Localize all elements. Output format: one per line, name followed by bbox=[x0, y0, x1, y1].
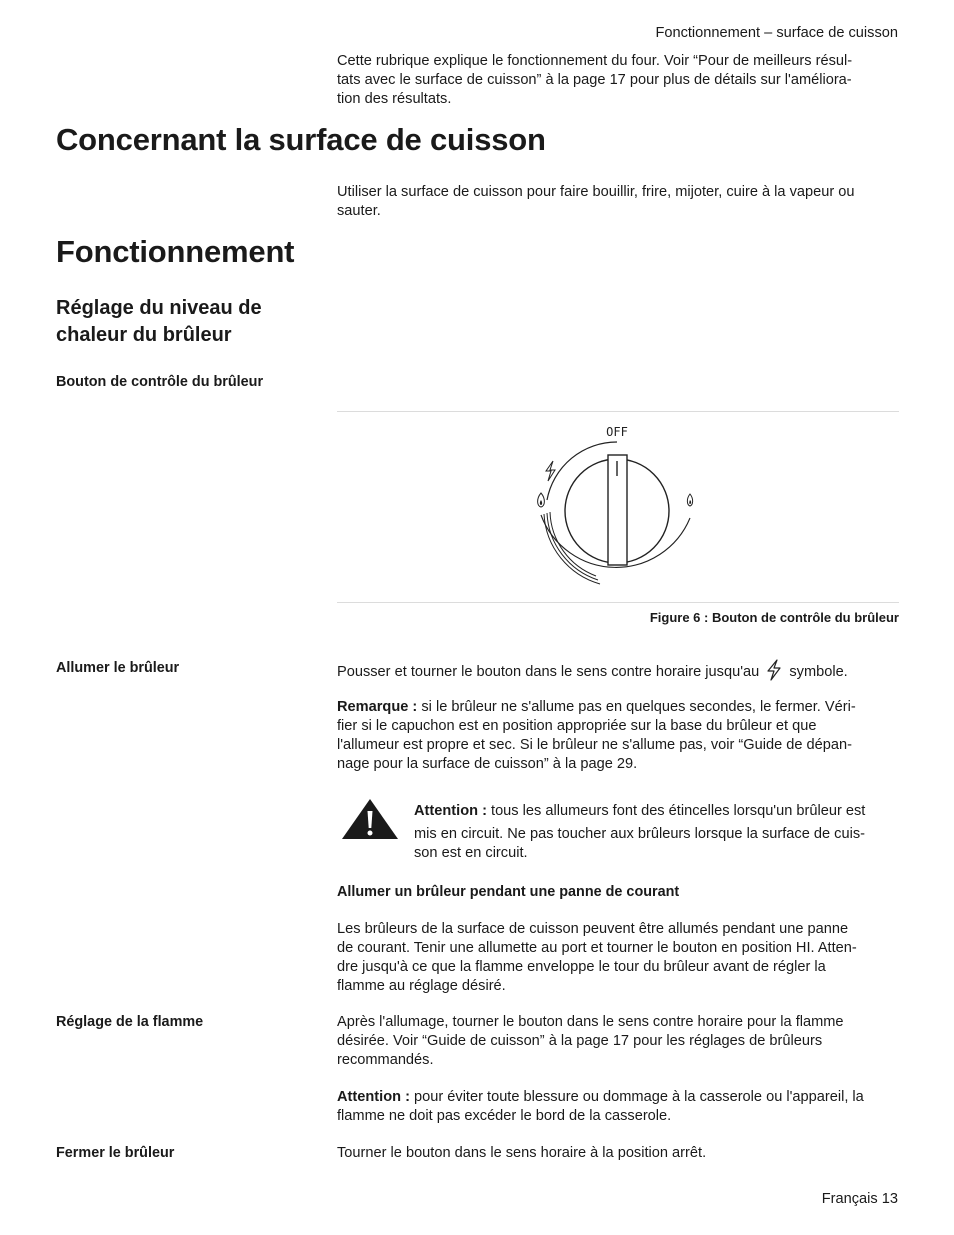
flamme-paragraph bbox=[337, 1013, 899, 1070]
remarque-paragraph bbox=[337, 698, 899, 774]
attention-line: Attention : tous les allumeurs font des étincelles lorsqu'un brûleur est bbox=[414, 803, 866, 819]
intro-line: tats avec le surface de cuisson” à la page 17 pour plus de détails sur l'améliora- bbox=[337, 72, 852, 88]
flamme-attention-paragraph bbox=[337, 1088, 899, 1126]
allumer-instruction bbox=[337, 659, 899, 682]
remarque-label: Remarque : bbox=[337, 699, 418, 715]
fermer-text: Tourner le bouton dans le sens horaire à la position arrêt. bbox=[337, 1145, 707, 1161]
flamme-line: désirée. Voir “Guide de cuisson” à la page 17 pour les réglages de brûleurs bbox=[337, 1033, 823, 1049]
flamme-line: Après l'allumage, tourner le bouton dans le sens contre horaire pour la flamme bbox=[337, 1014, 844, 1030]
subsection-title-line: Réglage du niveau de bbox=[56, 297, 262, 319]
subsection-title-line: chaleur du brûleur bbox=[56, 324, 232, 346]
figure-caption: Figure 6 : Bouton de contrôle du brûleur bbox=[649, 610, 899, 625]
knob-off-label: OFF bbox=[606, 425, 628, 439]
flamme-attention-line: flamme ne doit pas excéder le bord de la casserole. bbox=[337, 1108, 672, 1124]
lightning-bolt-icon bbox=[546, 461, 555, 481]
flamme-attention-line: Attention : pour éviter toute blessure ou dommage à la casserole ou l'appareil, la bbox=[337, 1089, 864, 1105]
intro-line: Cette rubrique explique le fonctionnement du four. Voir “Pour de meilleurs résul- bbox=[337, 53, 853, 69]
label-bouton-controle: Bouton de contrôle du brûleur bbox=[56, 374, 264, 390]
body-line: Utiliser la surface de cuisson pour faire bouillir, frire, mijoter, cuire à la vapeur ou bbox=[337, 184, 855, 200]
intro-line: tion des résultats. bbox=[337, 91, 452, 107]
attention-label: Attention : bbox=[414, 803, 487, 819]
flamme-line: recommandés. bbox=[337, 1052, 434, 1068]
burner-knob-figure bbox=[520, 418, 710, 600]
section1-body bbox=[337, 183, 899, 221]
section-title-fonctionnement: Fonctionnement bbox=[56, 234, 295, 269]
panne-paragraph bbox=[337, 920, 899, 996]
page-number: Français 13 bbox=[821, 1191, 898, 1207]
panne-line: flamme au réglage désiré. bbox=[337, 978, 506, 994]
attention-line: mis en circuit. Ne pas toucher aux brûleurs lorsque la surface de cuis- bbox=[414, 826, 865, 842]
figure-top-rule bbox=[337, 411, 899, 412]
remarque-line: Remarque : si le brûleur ne s'allume pas en quelques secondes, le fermer. Véri- bbox=[337, 699, 856, 715]
allumer-text-after: symbole. bbox=[789, 664, 848, 680]
attention-line: son est en circuit. bbox=[414, 845, 528, 861]
lightning-bolt-icon bbox=[765, 659, 783, 681]
label-reglage-flamme: Réglage de la flamme bbox=[56, 1014, 204, 1030]
panne-line: de courant. Tenir une allumette au port et tourner le bouton en position HI. Atten- bbox=[337, 940, 857, 956]
body-line: sauter. bbox=[337, 203, 381, 219]
section-title-surface: Concernant la surface de cuisson bbox=[56, 122, 546, 157]
running-header: Fonctionnement – surface de cuisson bbox=[655, 25, 898, 41]
intro-paragraph bbox=[337, 52, 899, 109]
flame-inner-icon bbox=[540, 500, 542, 505]
flame-inner-icon bbox=[689, 500, 691, 504]
attention-paragraph bbox=[414, 802, 900, 863]
remarque-line: nage pour la surface de cuisson” à la page 29. bbox=[337, 756, 638, 772]
remarque-line: l'allumeur est propre et sec. Si le brûleur ne s'allume pas, voir “Guide de dépan- bbox=[337, 737, 852, 753]
warning-triangle-icon bbox=[341, 798, 399, 840]
label-allumer: Allumer le brûleur bbox=[56, 660, 180, 676]
panne-line: dre jusqu'à ce que la flamme enveloppe le tour du brûleur avant de régler la bbox=[337, 959, 826, 975]
panne-heading: Allumer un brûleur pendant une panne de courant bbox=[337, 884, 680, 900]
remarque-line: fier si le capuchon est en position appropriée sur la base du brûleur et que bbox=[337, 718, 817, 734]
allumer-text: Pousser et tourner le bouton dans le sens contre horaire jusqu'au bbox=[337, 664, 760, 680]
label-fermer: Fermer le brûleur bbox=[56, 1145, 175, 1161]
flamme-attention-label: Attention : bbox=[337, 1089, 410, 1105]
panne-line: Les brûleurs de la surface de cuisson peuvent être allumés pendant une panne bbox=[337, 921, 849, 937]
figure-bottom-rule bbox=[337, 602, 899, 603]
subsection-title bbox=[56, 295, 326, 349]
